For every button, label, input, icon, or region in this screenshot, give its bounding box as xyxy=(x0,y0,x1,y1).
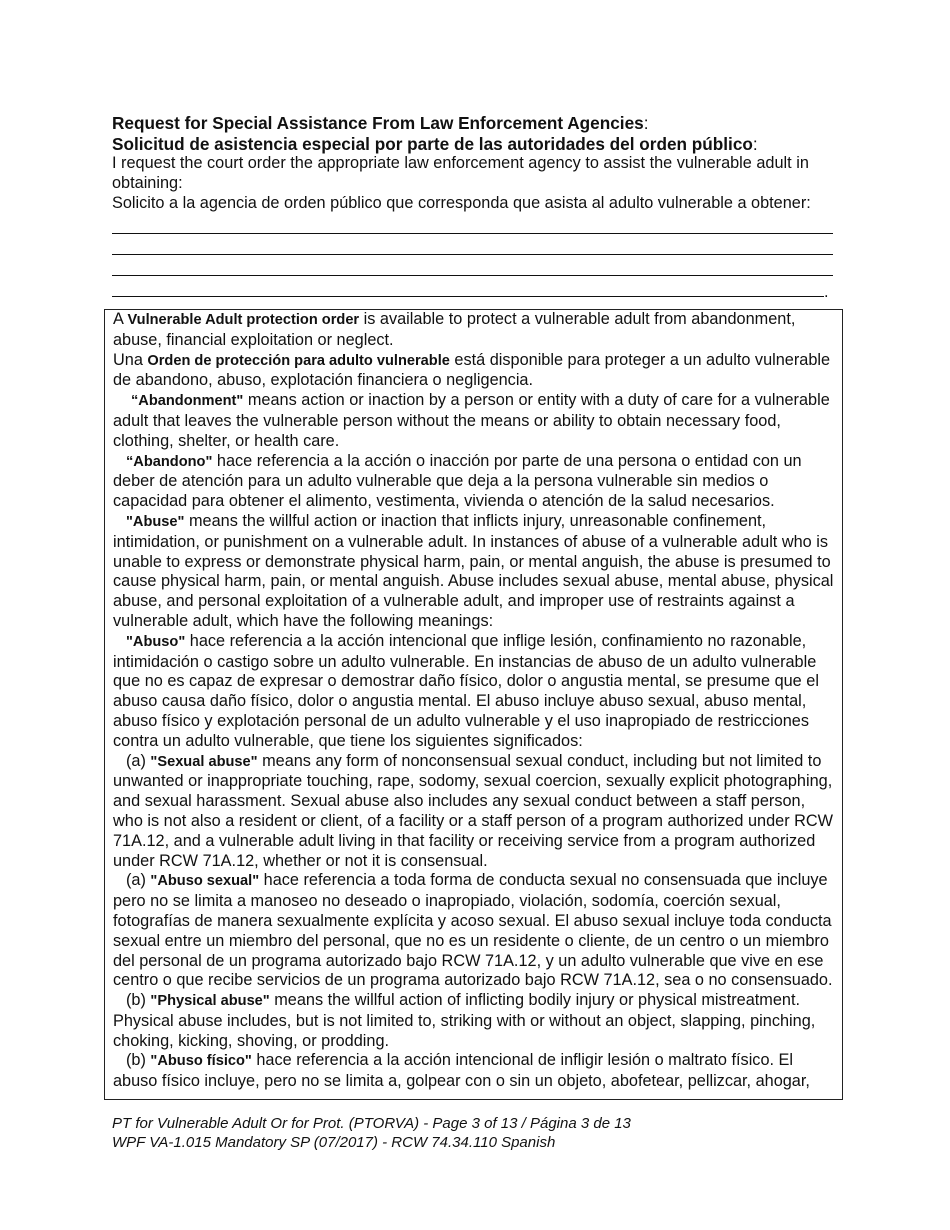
blank-line-2[interactable] xyxy=(112,234,833,255)
request-section xyxy=(112,113,839,302)
request-text-en: I request the court order the appropriate law enforcement agency to assist the vulnerable adult in obtaining: xyxy=(112,154,809,192)
abandonment-def: means action or inaction by a person or entity with a duty of care for a vulnerable adult that leaves the vulnerable person without the means or ability to obtain necessary food, clothing, shelter, or health care. xyxy=(113,391,830,450)
intro-es xyxy=(113,351,836,392)
abuso-def: hace referencia a la acción intencional que inflige lesión, confinamiento no razonable, intimidación o castigo sobre un adulto vulnerable. En instancias de abuso de un adulto vulnerable que no es capaz de expresar o demostrar daño físico, dolor o angustia mental, se presume que el abuso causa daño físico, dolor o angustia mental. El abuso incluye abuso sexual, abuso mental, abuso físico y explotación personal de un adulto vulnerable y el uso inapropiado de restricciones contra un adulto vulnerable, que tiene los siguientes significados: xyxy=(113,631,819,750)
abuse-term: "Abuse" xyxy=(126,513,185,530)
abuso-sexual-term: "Abuso sexual" xyxy=(150,873,260,890)
abuso-fisico-term: "Abuso físico" xyxy=(150,1053,252,1070)
sexual-abuse-label: (a) xyxy=(126,751,151,770)
request-title-es xyxy=(112,134,839,155)
blank-line-3[interactable] xyxy=(112,255,833,276)
footer-line-1: PT for Vulnerable Adult Or for Prot. (PTORVA) - Page 3 of 13 / Página 3 de 13 xyxy=(112,1115,631,1132)
sexual-abuse-term: "Sexual abuse" xyxy=(150,753,258,770)
blank-line-4[interactable] xyxy=(112,276,824,297)
abandono-term: “Abandono" xyxy=(126,453,213,470)
abuso-fisico-def: hace referencia a la acción intencional de infligir lesión o maltrato físico. El abuso físico incluye, pero no se limita a, golpear con o sin un objeto, abofetear, pellizcar, ahogar, xyxy=(113,1051,810,1091)
intro-es-a: Una xyxy=(113,350,148,369)
abuso-es xyxy=(113,632,836,752)
physical-abuse-term: "Physical abuse" xyxy=(150,993,270,1010)
page-footer xyxy=(112,1114,631,1152)
title-es-colon: : xyxy=(752,133,758,154)
title-es-text: Solicitud de asistencia especial por parte de las autoridades del orden público xyxy=(112,133,753,154)
abuso-sexual-es xyxy=(113,871,836,991)
title-en-text: Request for Special Assistance From Law Enforcement Agencies xyxy=(112,113,644,133)
intro-es-term: Orden de protección para adulto vulnerable xyxy=(147,352,450,369)
abandonment-term: “Abandonment" xyxy=(131,393,244,410)
abuse-def: means the willful action or inaction that inflicts injury, unreasonable confinement, intimidation, or punishment on a vulnerable adult. In instances of abuse of a vulnerable adult who is unable to express or demonstrate physical harm, pain, or mental anguish, the abuse is presumed to cause physical harm, pain, or mental anguish. Abuse includes sexual abuse, mental abuse, physical abuse, and personal exploitation of a vulnerable adult, and improper use of restraints against a vulnerable adult, which have the following meanings: xyxy=(113,511,834,630)
abandono-es xyxy=(113,452,836,512)
physical-abuse-label: (b) xyxy=(126,991,151,1010)
abandono-def: hace referencia a la acción o inacción por parte de una persona o entidad con un deber de atención para un adulto vulnerable que deja a la persona vulnerable sin medios o capacidad para obtener el alimento, vestimenta, vivienda o atención de la salud necesarios. xyxy=(113,451,802,511)
physical-abuse-en xyxy=(113,991,836,1051)
abuso-sexual-def: hace referencia a toda forma de conducta sexual no consensuada que incluye pero no se limita a manoseo no deseado o inapropiado, violación, sodomía, coerción sexual, fotografías de manera sexualmente explícita y acoso sexual. El abuso sexual incluye toda conducta sexual entre un miembro del personal, que no es un residente o cliente, de un centro o un miembro del personal de un programa autorizado bajo RCW 71A.12, y un adulto vulnerable que vive en ese centro o que recibe servicios de un programa autorizado bajo RCW 71A.12, sea o no consensuado. xyxy=(113,871,833,990)
abuso-fisico-label: (b) xyxy=(126,1051,151,1070)
intro-es-c: está disponible para proteger a un adulto vulnerable de abandono, abuso, explotación financiera o negligencia. xyxy=(113,350,831,390)
blank-line-period: . xyxy=(824,283,829,302)
physical-abuse-def: means the willful action of inflicting bodily injury or physical mistreatment. Physical abuse includes, but is not limited to, striking with or without an object, slapping, pinching, choking, kicking, shoving, or prodding. xyxy=(113,991,816,1050)
title-en-colon: : xyxy=(643,113,649,133)
abuso-term: "Abuso" xyxy=(126,633,186,650)
intro-en-c: is available to protect a vulnerable adult from abandonment, abuse, financial exploitation or neglect. xyxy=(113,310,796,349)
request-text-es: Solicito a la agencia de orden público que corresponda que asista al adulto vulnerable a obtener: xyxy=(112,193,811,212)
request-title-en xyxy=(112,113,839,134)
intro-en-term: Vulnerable Adult protection order xyxy=(127,312,360,328)
blank-line-1[interactable] xyxy=(112,213,833,234)
definitions-box xyxy=(104,309,843,1100)
abuso-fisico-es xyxy=(113,1051,836,1092)
abandonment-en xyxy=(113,391,836,451)
intro-en-a: A xyxy=(113,310,128,328)
footer-line-2: WPF VA-1.015 Mandatory SP (07/2017) - RCW 74.34.110 Spanish xyxy=(112,1134,556,1151)
abuse-en xyxy=(113,512,836,632)
intro-en xyxy=(113,310,836,351)
abuso-sexual-label: (a) xyxy=(126,871,151,890)
blank-line-4-row xyxy=(112,276,839,302)
sexual-abuse-def: means any form of nonconsensual sexual conduct, including but not limited to unwanted or inappropriate touching, rape, sodomy, sexual coercion, sexually explicit photographing, and sexual harassment. Sexual abuse also includes any sexual conduct between a staff person, who is not also a resident or client, of a facility or a staff person of a program authorized under RCW 71A.12, and a vulnerable adult living in that facility or receiving service from a program authorized under RCW 71A.12, whether or not it is consensual. xyxy=(113,751,834,870)
sexual-abuse-en xyxy=(113,752,836,872)
